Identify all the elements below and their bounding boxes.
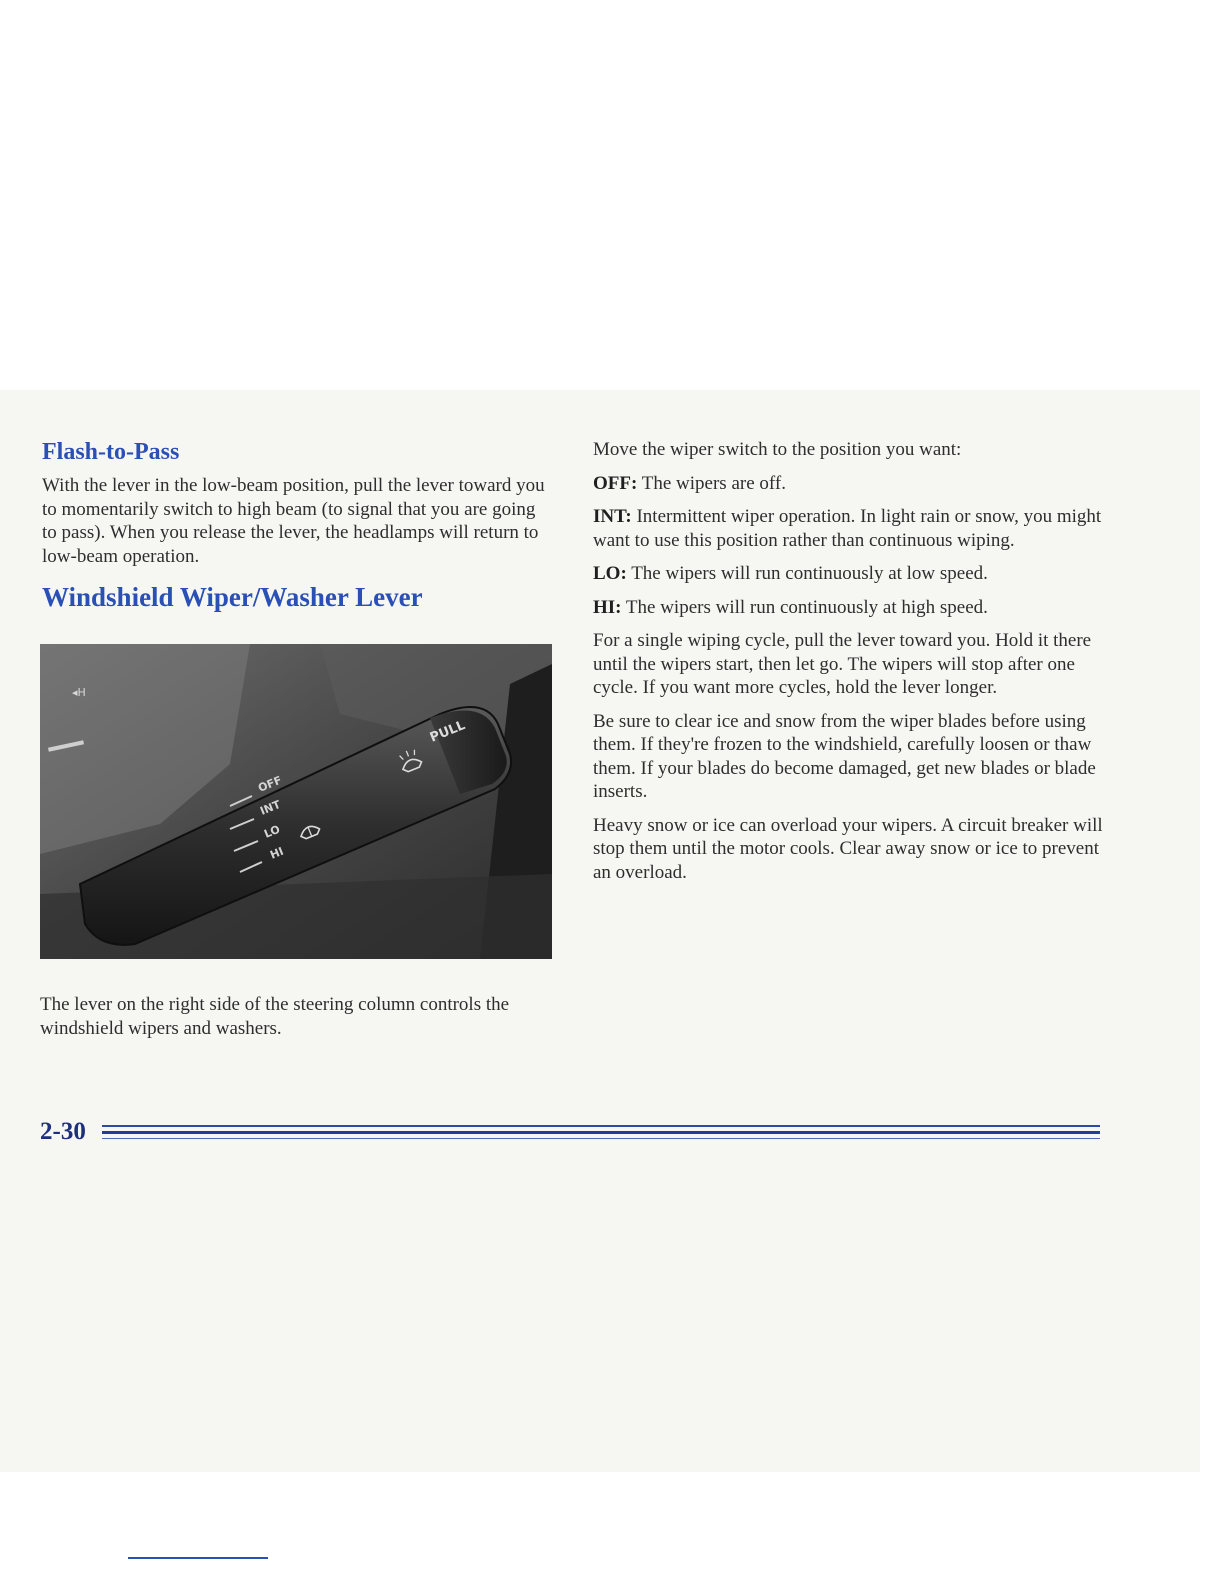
position-off-item: [593, 472, 1113, 496]
wiper-intro: Move the wiper switch to the position you want:: [593, 439, 962, 460]
section-heading-wiper-washer-lever: Windshield Wiper/Washer Lever: [42, 582, 423, 612]
bottom-accent-line: [128, 1557, 268, 1559]
position-lo-item: [593, 562, 1113, 586]
position-description: Intermittent wiper operation. In light rain or snow, you might want to use this position rather than continuous wiping.: [593, 506, 1102, 551]
position-description: The wipers will run continuously at low speed.: [631, 563, 988, 584]
footer-rule: [102, 1138, 1100, 1139]
section-heading-flash-to-pass: Flash-to-Pass: [42, 439, 180, 465]
ice-snow-paragraph: Be sure to clear ice and snow from the wiper blades before using them. If they're frozen to the windshield, carefully loosen or thaw them. If your blades do become damaged, get new blades or blade inserts.: [593, 710, 1096, 802]
position-label-off: OFF: [256, 773, 284, 795]
position-int-item: [593, 505, 1113, 552]
single-cycle-paragraph: For a single wiping cycle, pull the lever toward you. Hold it there until the wipers start, then let go. The wipers will stop after one cycle. If you want more cycles, hold the lever longer.: [593, 630, 1092, 698]
position-description: The wipers will run continuously at high speed.: [625, 596, 988, 618]
position-term: LO:: [593, 563, 627, 584]
position-description: The wipers are off.: [641, 472, 786, 494]
position-term: INT:: [593, 506, 632, 527]
wiper-lever-illustration: [40, 644, 552, 959]
position-label-hi: HI: [268, 844, 286, 862]
position-label-int: INT: [258, 797, 283, 818]
pull-label: PULL: [427, 718, 468, 746]
position-label-lo: LO: [262, 822, 282, 841]
overload-paragraph: Heavy snow or ice can overload your wipers. A circuit breaker will stop them until the motor cools. Clear away snow or ice to prevent an overload.: [593, 814, 1103, 883]
position-term: HI:: [593, 596, 622, 618]
footer-rule: [102, 1125, 1100, 1127]
footer-rule: [102, 1131, 1100, 1134]
position-term: OFF:: [593, 472, 638, 494]
flash-to-pass-paragraph: With the lever in the low-beam position, pull the lever toward you to momentarily switch to high beam (to signal that you are going to pass). When you release the lever, the headlamps will return to low-beam operation.: [42, 475, 545, 567]
position-hi-item: [593, 596, 1113, 620]
page-number: 2-30: [40, 1118, 86, 1145]
dash-marking: ◂H: [72, 686, 86, 699]
wiper-lever-photo: [40, 644, 552, 959]
right-column: [593, 438, 1113, 884]
left-column: [42, 438, 552, 613]
photo-caption: The lever on the right side of the steering column controls the windshield wipers and washers.: [40, 994, 510, 1039]
